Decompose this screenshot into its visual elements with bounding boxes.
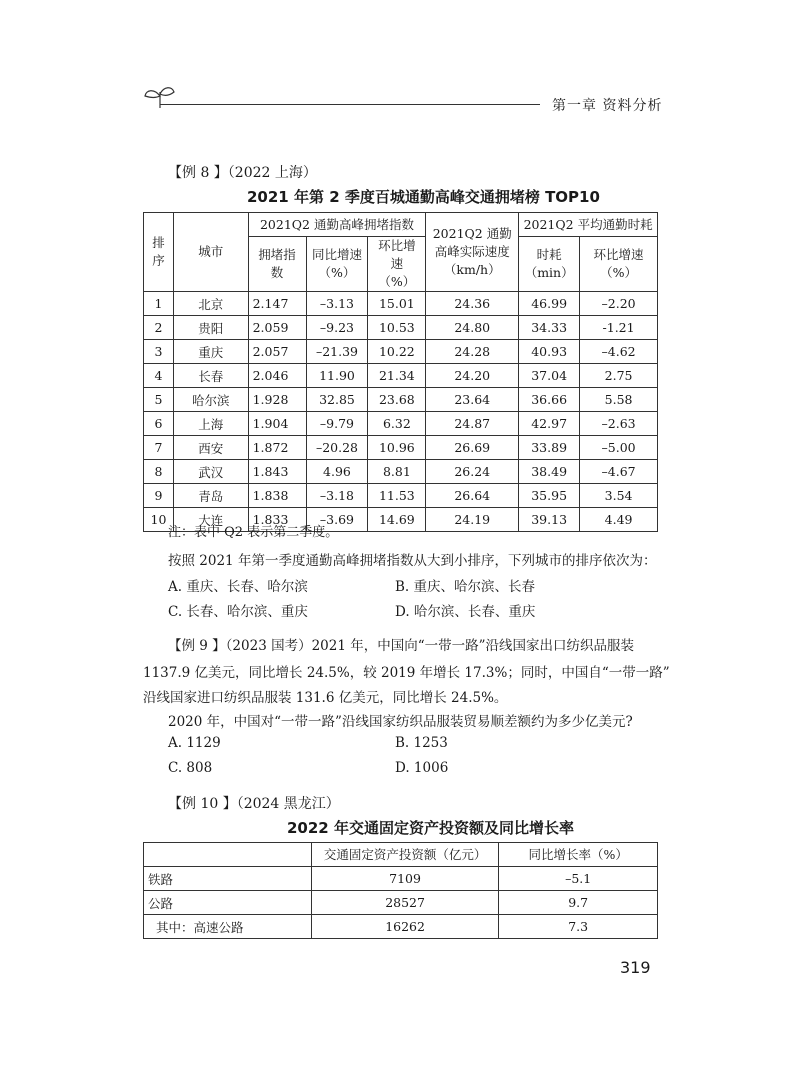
- cell-speed: 24.20: [426, 364, 519, 388]
- example9-option-b: B. 1253: [395, 735, 448, 751]
- header-rule: [160, 104, 540, 105]
- example9-line1: 【例 9 】（2023 国考）2021 年，中国向“一带一路”沿线国家出口纺织品服装: [168, 638, 635, 654]
- cell-speed: 24.19: [426, 508, 519, 532]
- cell-index: 2.057: [248, 340, 306, 364]
- cell-speed: 26.69: [426, 436, 519, 460]
- cell-speed: 26.64: [426, 484, 519, 508]
- cell-rank: 10: [144, 508, 174, 532]
- cell-yoy: 11.90: [306, 364, 368, 388]
- example8-option-b: B. 重庆、哈尔滨、长春: [395, 579, 536, 595]
- cell-time: 38.49: [519, 460, 580, 484]
- header-city: 城市: [173, 213, 248, 292]
- cell-mom: 10.22: [368, 340, 426, 364]
- header-growth: 同比增长率（%）: [499, 843, 658, 867]
- leaf-sprout-icon: [142, 84, 176, 110]
- example10-table-title: 2022 年交通固定资产投资额及同比增长率: [287, 819, 574, 837]
- table-row: [144, 316, 658, 340]
- cell-time: 46.99: [519, 292, 580, 316]
- cell-mom: 10.53: [368, 316, 426, 340]
- cell-mom: 6.32: [368, 412, 426, 436]
- cell-time-mom: –4.62: [580, 340, 658, 364]
- cell-city: 西安: [173, 436, 248, 460]
- header-blank: [144, 843, 312, 867]
- table-note: 注：表中 Q2 表示第二季度。: [168, 525, 339, 540]
- cell-time-mom: 2.75: [580, 364, 658, 388]
- example8-question: 按照 2021 年第一季度通勤高峰拥堵指数从大到小排序，下列城市的排序依次为：: [168, 553, 657, 569]
- table-row: [144, 867, 658, 891]
- cell-index: 1.928: [248, 388, 306, 412]
- cell-mom: 21.34: [368, 364, 426, 388]
- cell-yoy: –9.79: [306, 412, 368, 436]
- cell-index: 2.147: [248, 292, 306, 316]
- example8-label: 【例 8 】（2022 上海）: [168, 165, 317, 181]
- table-row: [144, 891, 658, 915]
- example8-option-c: C. 长春、哈尔滨、重庆: [168, 604, 308, 620]
- cell-mom: 11.53: [368, 484, 426, 508]
- cell-speed: 24.28: [426, 340, 519, 364]
- cell-speed: 26.24: [426, 460, 519, 484]
- cell-rank: 3: [144, 340, 174, 364]
- cell-index: 1.904: [248, 412, 306, 436]
- cell-time: 42.97: [519, 412, 580, 436]
- cell-time-mom: –4.67: [580, 460, 658, 484]
- header-time-group: 2021Q2 平均通勤时耗: [519, 213, 658, 237]
- cell-speed: 24.36: [426, 292, 519, 316]
- congestion-table: [143, 212, 658, 532]
- cell-growth: 7.3: [499, 915, 658, 939]
- cell-yoy: 4.96: [306, 460, 368, 484]
- example8-option-d: D. 哈尔滨、长春、重庆: [395, 604, 536, 620]
- header-amount: 交通固定资产投资额（亿元）: [311, 843, 499, 867]
- table-row: [144, 436, 658, 460]
- cell-mom: 15.01: [368, 292, 426, 316]
- example9-line2: 1137.9 亿美元，同比增长 24.5%，较 2019 年增长 17.3%；同时，中国自“一带一路”: [143, 665, 670, 681]
- cell-amount: 16262: [311, 915, 499, 939]
- cell-city: 上海: [173, 412, 248, 436]
- cell-rank: 7: [144, 436, 174, 460]
- cell-time-mom: –5.00: [580, 436, 658, 460]
- cell-time-mom: -1.21: [580, 316, 658, 340]
- cell-index: 1.838: [248, 484, 306, 508]
- cell-speed: 23.64: [426, 388, 519, 412]
- page-number: 319: [620, 958, 651, 977]
- cell-city: 重庆: [173, 340, 248, 364]
- cell-time-mom: –2.20: [580, 292, 658, 316]
- cell-amount: 7109: [311, 867, 499, 891]
- cell-time-mom: 3.54: [580, 484, 658, 508]
- header-time-mom: 环比增速 （%）: [580, 237, 658, 292]
- cell-rank: 2: [144, 316, 174, 340]
- investment-table: [143, 842, 658, 939]
- chapter-title: 第一章 资料分析: [552, 98, 663, 114]
- cell-time: 37.04: [519, 364, 580, 388]
- table-row: [144, 364, 658, 388]
- cell-index: 1.843: [248, 460, 306, 484]
- cell-rank: 9: [144, 484, 174, 508]
- cell-mom: 10.96: [368, 436, 426, 460]
- cell-time: 34.33: [519, 316, 580, 340]
- cell-index: 1.833: [248, 508, 306, 532]
- cell-city: 贵阳: [173, 316, 248, 340]
- cell-name: 公路: [144, 891, 312, 915]
- header-mom: 环比增速 （%）: [368, 237, 426, 292]
- table-row: [144, 484, 658, 508]
- cell-yoy: –20.28: [306, 436, 368, 460]
- header-speed: 2021Q2 通勤 高峰实际速度 （km/h）: [426, 213, 519, 292]
- cell-time: 39.13: [519, 508, 580, 532]
- cell-yoy: –3.18: [306, 484, 368, 508]
- cell-index: 2.059: [248, 316, 306, 340]
- header-yoy: 同比增速 （%）: [306, 237, 368, 292]
- cell-yoy: –21.39: [306, 340, 368, 364]
- cell-speed: 24.87: [426, 412, 519, 436]
- cell-amount: 28527: [311, 891, 499, 915]
- cell-city: 大连: [173, 508, 248, 532]
- header-congestion-group: 2021Q2 通勤高峰拥堵指数: [248, 213, 426, 237]
- example9-question: 2020 年，中国对“一带一路”沿线国家纺织品服装贸易顺差额约为多少亿美元?: [168, 714, 633, 730]
- cell-rank: 5: [144, 388, 174, 412]
- cell-mom: 8.81: [368, 460, 426, 484]
- cell-yoy: –3.13: [306, 292, 368, 316]
- cell-city: 哈尔滨: [173, 388, 248, 412]
- cell-city: 长春: [173, 364, 248, 388]
- cell-speed: 24.80: [426, 316, 519, 340]
- table-row: [144, 412, 658, 436]
- cell-city: 北京: [173, 292, 248, 316]
- cell-rank: 8: [144, 460, 174, 484]
- table-row: [144, 915, 658, 939]
- cell-time: 33.89: [519, 436, 580, 460]
- cell-rank: 6: [144, 412, 174, 436]
- cell-growth: –5.1: [499, 867, 658, 891]
- header-rank: 排序: [144, 213, 174, 292]
- cell-index: 1.872: [248, 436, 306, 460]
- cell-name: 其中：高速公路: [144, 915, 312, 939]
- example9-option-a: A. 1129: [168, 735, 221, 751]
- table-row: [144, 460, 658, 484]
- table-row: [144, 388, 658, 412]
- example8-option-a: A. 重庆、长春、哈尔滨: [168, 579, 308, 595]
- cell-time: 40.93: [519, 340, 580, 364]
- example8-table-title: 2021 年第 2 季度百城通勤高峰交通拥堵榜 TOP10: [247, 188, 600, 206]
- example9-option-c: C. 808: [168, 760, 213, 776]
- cell-mom: 23.68: [368, 388, 426, 412]
- cell-time: 35.95: [519, 484, 580, 508]
- example9-option-d: D. 1006: [395, 760, 449, 776]
- cell-index: 2.046: [248, 364, 306, 388]
- cell-growth: 9.7: [499, 891, 658, 915]
- header-time: 时耗 （min）: [519, 237, 580, 292]
- cell-yoy: –3.69: [306, 508, 368, 532]
- cell-rank: 1: [144, 292, 174, 316]
- cell-time-mom: –2.63: [580, 412, 658, 436]
- cell-city: 武汉: [173, 460, 248, 484]
- cell-time-mom: 4.49: [580, 508, 658, 532]
- example9-line3: 沿线国家进口纺织品服装 131.6 亿美元，同比增长 24.5%。: [143, 690, 508, 706]
- table-row: [144, 340, 658, 364]
- cell-time-mom: 5.58: [580, 388, 658, 412]
- example10-label: 【例 10 】（2024 黑龙江）: [168, 796, 340, 812]
- cell-rank: 4: [144, 364, 174, 388]
- header-index: 拥堵指数: [248, 237, 306, 292]
- cell-name: 铁路: [144, 867, 312, 891]
- cell-city: 青岛: [173, 484, 248, 508]
- cell-time: 36.66: [519, 388, 580, 412]
- cell-mom: 14.69: [368, 508, 426, 532]
- table-row: [144, 292, 658, 316]
- cell-yoy: 32.85: [306, 388, 368, 412]
- cell-yoy: –9.23: [306, 316, 368, 340]
